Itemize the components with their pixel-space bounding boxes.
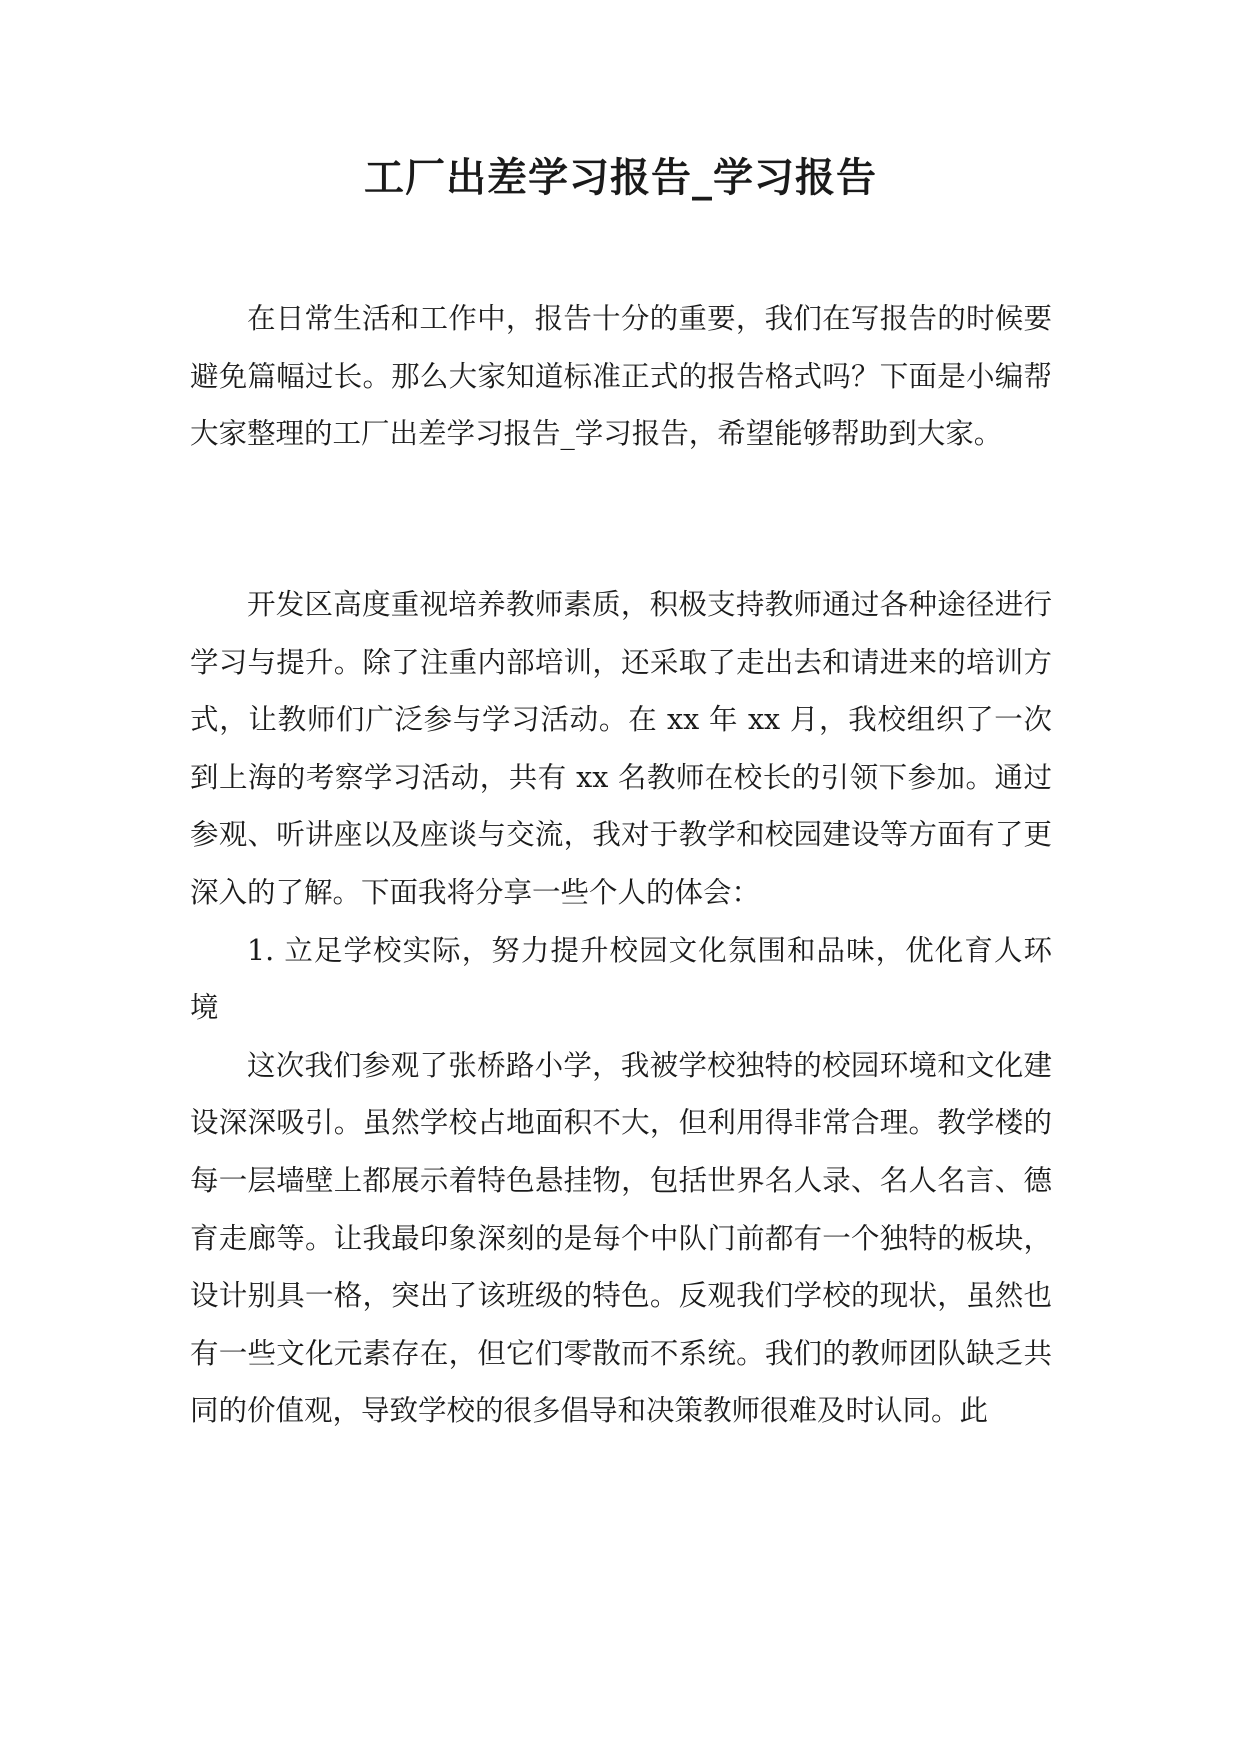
paragraph-1: 开发区高度重视培养教师素质，积极支持教师通过各种途径进行学习与提升。除了注重内部培训，还采取了走出去和请进来的培训方式，让教师们广泛参与学习活动。在 xx 年 xx 月，我校组织了一次到上海的考察学习活动，共有 xx 名教师在校长的引领下参加。通过参观、听讲座以及座谈与交流，我对于教学和校园建设等方面有了更深入的了解。下面我将分享一些个人的体会：: [190, 588, 1052, 909]
document-title: 工厂出差学习报告_学习报告: [364, 155, 877, 201]
intro-paragraph: 在日常生活和工作中，报告十分的重要，我们在写报告的时候要避免篇幅过长。那么大家知道标准正式的报告格式吗？下面是小编帮大家整理的工厂出差学习报告_学习报告，希望能够帮助到大家。: [190, 302, 1052, 451]
paragraph-2: 这次我们参观了张桥路小学，我被学校独特的校园环境和文化建设深深吸引。虽然学校占地面积不大，但利用得非常合理。教学楼的每一层墙壁上都展示着特色悬挂物，包括世界名人录、名人名言、德育走廊等。让我最印象深刻的是每个中队门前都有一个独特的板块，设计别具一格，突出了该班级的特色。反观我们学校的现状，虽然也有一些文化元素存在，但它们零散而不系统。我们的教师团队缺乏共同的价值观，导致学校的很多倡导和决策教师很难及时认同。此: [190, 1048, 1052, 1428]
main-content: [190, 576, 1052, 1440]
section-1-heading: 1. 立足学校实际，努力提升校园文化氛围和品味，优化育人环境: [190, 933, 1052, 1025]
